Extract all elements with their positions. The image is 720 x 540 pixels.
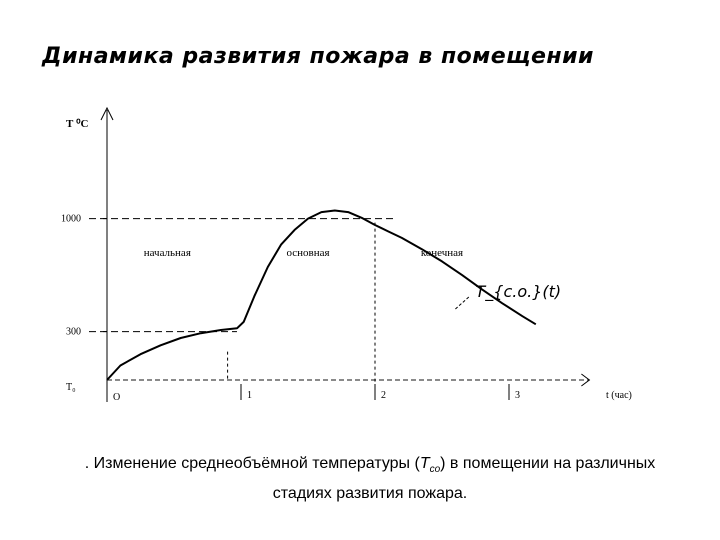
caption-text-before: . Изменение среднеобъёмной температуры ( — [84, 455, 420, 472]
curve-label-leader — [455, 297, 468, 309]
caption-symbol: T — [419, 455, 430, 472]
y-tick-label: 300 — [66, 326, 81, 338]
chart-curve — [107, 211, 536, 381]
y-axis-title: Т ⁰С — [66, 118, 89, 130]
figure-caption — [60, 452, 680, 506]
temperature-curve — [107, 211, 536, 381]
stage-label: конечная — [420, 247, 464, 259]
stage-label: начальная — [143, 247, 191, 259]
caption-subscript: co — [429, 464, 441, 476]
x-tick-label: 1 — [247, 390, 252, 401]
y-origin-label: T₀ — [66, 382, 76, 393]
x-tick-label: 2 — [381, 390, 386, 401]
slide-title: Динамика развития пожара в помещении — [42, 44, 594, 69]
stage-label: основная — [286, 247, 330, 259]
caption-text-after: ) в помещении на различных стадиях развития пожара. — [272, 455, 656, 503]
x-origin-label: O — [113, 392, 121, 403]
curve-label: T_{c.o.}(t) — [475, 282, 562, 301]
x-axis-title: t (час) — [606, 390, 632, 401]
y-tick-label: 1000 — [61, 213, 81, 225]
chart-labels — [61, 118, 632, 403]
x-tick-label: 3 — [515, 390, 520, 401]
